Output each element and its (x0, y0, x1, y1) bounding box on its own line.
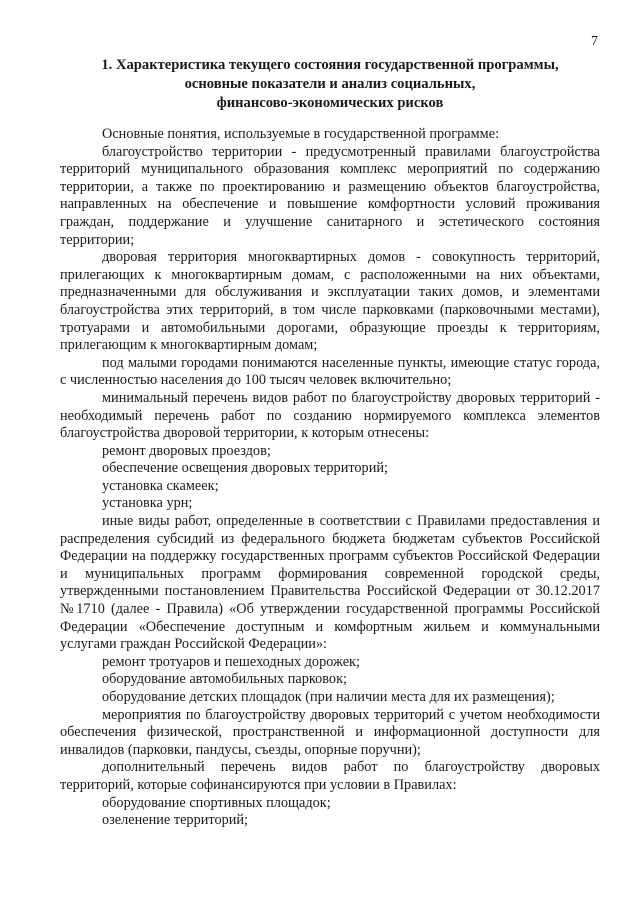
list-item: озеленение территорий; (102, 812, 249, 829)
list-item: установка скамеек; (102, 477, 219, 494)
list-item: ремонт тротуаров и пешеходных дорожек; (102, 653, 360, 670)
paragraph-accessibility: мероприятия по благоустройству дворовых территорий с учетом необходимости обеспечения физической, пространственной и информационной доступности для инвалидов (парковки, пандусы, съезды, опорные поручни); (60, 706, 600, 758)
paragraph-definition-blagoustroystvo: благоустройство территории - предусмотренный правилами благоустройства территорий муниципального образования комплекс мероприятий по содержанию территории, а также по проектированию и размещению объектов благоустройства, направленных на обеспечение и повышение комфортности условий проживания граждан, поддержание и улучшение санитарного и эстетического состояния территории; (60, 143, 600, 248)
section-heading (60, 56, 600, 113)
paragraph-definition-dvorovaya-territoriya: дворовая территория многоквартирных домов - совокупность территорий, прилегающих к многоквартирным домам, с расположенными на них объектами, предназначенными для обслуживания и эксплуатации таких домов, и элементами благоустройства этих территорий, в том числе парковками (парковочными местами), тротуарами и автомобильными дорогами, образующие проезды к территориям, прилегающим к многоквартирным домам; (60, 249, 600, 354)
page-number: 7 (591, 34, 598, 49)
list-item: оборудование детских площадок (при наличии места для их размещения); (102, 689, 555, 705)
heading-line-1: 1. Характеристика текущего состояния государственной программы, (101, 57, 559, 73)
paragraph-other-works: иные виды работ, определенные в соответствии с Правилами предоставления и распределения субсидий из федерального бюджета бюджетам субъектов Российской Федерации на поддержку государственных программ субъектов Российской Федерации и муниципальных программ формирования современной городской среды, утвержденными постановлением Правительства Российской Федерации от 30.12.2017 №1710 (далее - Правила) «Об утверждении государственной программы Российской Федерации «Обеспечение доступным и комфортным жильем и коммунальными услугами граждан Российской Федерации»: (60, 513, 600, 653)
list-item: установка урн; (102, 495, 193, 512)
heading-line-3: финансово-экономических рисков (216, 95, 444, 111)
paragraph-additional-list: дополнительный перечень видов работ по благоустройству дворовых территорий, которые софинансируются при условии в Правилах: (60, 759, 600, 793)
body-text (60, 126, 600, 830)
list-item: ремонт дворовых проездов; (102, 442, 271, 459)
list-item: оборудование автомобильных парковок; (102, 671, 347, 688)
list-item: обеспечение освещения дворовых территорий; (102, 460, 388, 477)
paragraph-definition-malye-goroda: под малыми городами понимаются населенные пункты, имеющие статус города, с численностью населения до 100 тысяч человек включительно; (60, 354, 600, 389)
paragraph-minimal-list: минимальный перечень видов работ по благоустройству дворовых территорий - необходимый перечень работ по созданию нормируемого комплекса элементов благоустройства дворовой территории, к которым отнесены: (60, 389, 600, 442)
list-item: оборудование спортивных площадок; (102, 794, 331, 811)
heading-line-2: основные показатели и анализ социальных, (184, 76, 476, 92)
paragraph-intro: Основные понятия, используемые в государственной программе: (102, 126, 500, 142)
